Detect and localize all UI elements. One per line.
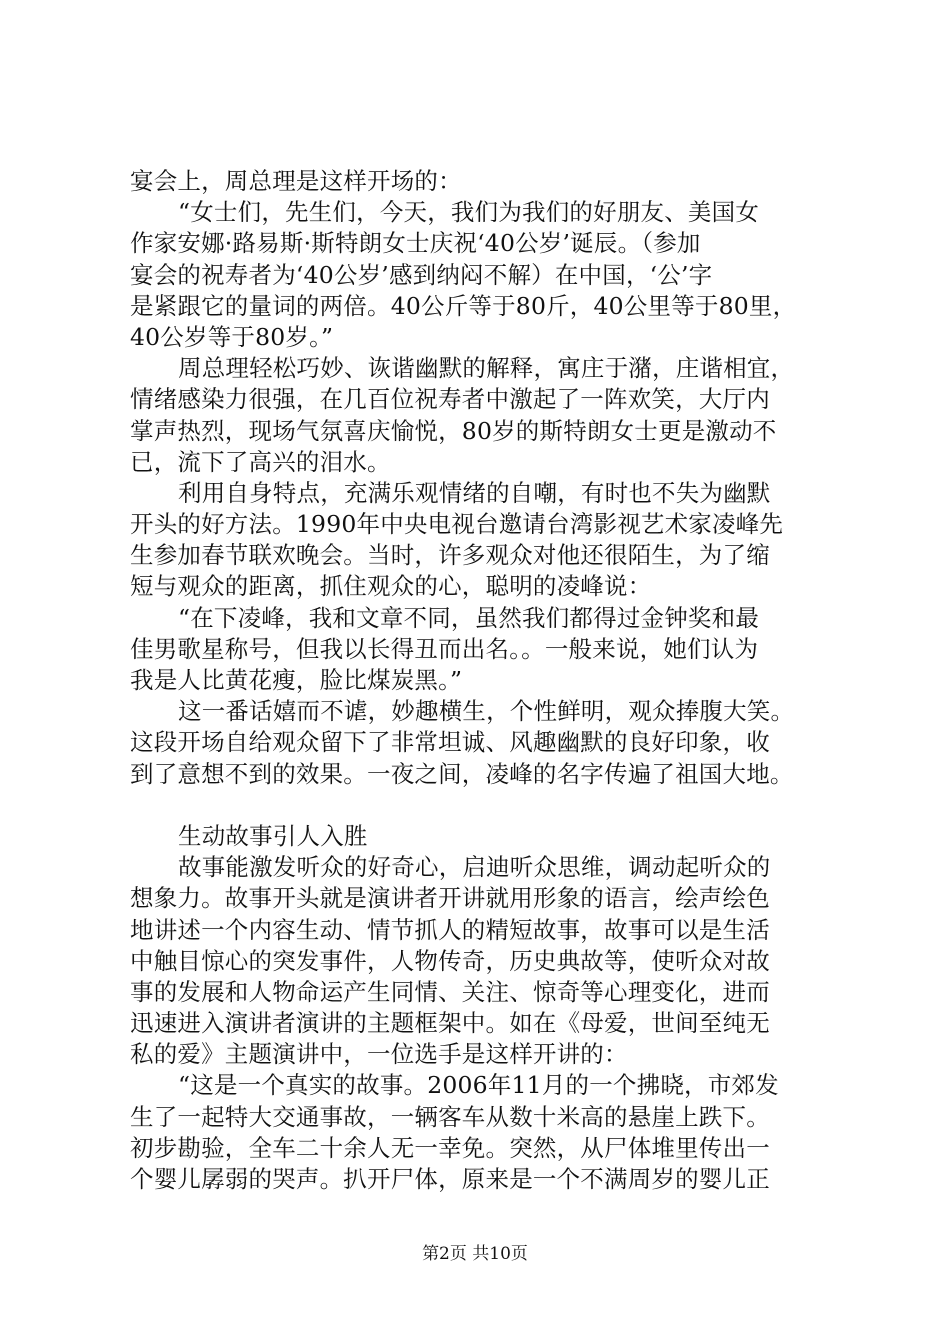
text-line: 情绪感染力很强，在几百位祝寿者中激起了一阵欢笑，大厅内 <box>130 385 770 414</box>
text-line: 这段开场自给观众留下了非常坦诚、风趣幽默的良好印象，收 <box>130 728 770 757</box>
text-line: 是紧跟它的量词的两倍。40公斤等于80斤，40公里等于80里， <box>130 291 797 320</box>
text-line: “在下凌峰，我和文章不同，虽然我们都得过金钟奖和最 <box>178 603 760 632</box>
text-line: 想象力。故事开头就是演讲者开讲就用形象的语言，绘声绘色 <box>130 884 770 913</box>
text-line: 宴会的祝寿者为‘40公岁’感到纳闷不解）在中国，‘公’字 <box>130 260 713 289</box>
text-line: 个婴儿孱弱的哭声。扒开尸体，原来是一个不满周岁的婴儿正 <box>130 1165 770 1193</box>
text-line: 已，流下了高兴的泪水。 <box>130 447 391 476</box>
text-line: 我是人比黄花瘦，脸比煤炭黑。” <box>130 666 463 694</box>
text-line: 开头的好方法。1990年中央电视台邀请台湾影视艺术家凌峰先 <box>130 510 784 539</box>
text-line: 周总理轻松巧妙、诙谐幽默的解释，寓庄于潴，庄谐相宜， <box>178 354 795 383</box>
text-line: 地讲述一个内容生动、情节抓人的精短故事，故事可以是生活 <box>130 915 770 944</box>
text-line: 生参加春节联欢晚会。当时，许多观众对他还很陌生，为了缩 <box>130 541 770 570</box>
page-footer: 第2页 共10页 <box>422 1244 528 1264</box>
text-line: 佳男歌星称号，但我以长得丑而出名。。一般来说，她们认为 <box>130 634 759 663</box>
text-line: 短与观众的距离，抓住观众的心，聪明的凌峰说： <box>130 572 652 601</box>
text-line: 私的爱》主题演讲中，一位选手是这样开讲的： <box>130 1040 628 1069</box>
text-line: 中触目惊心的突发事件，人物传奇，历史典故等，使听众对故 <box>130 946 770 975</box>
text-line: 迅速进入演讲者演讲的主题框架中。如在《母爱，世间至纯无 <box>130 1009 770 1038</box>
text-line: 到了意想不到的效果。一夜之间，凌峰的名字传遍了祖国大地。 <box>130 759 794 788</box>
section-heading: 生动故事引人入胜 <box>178 821 368 850</box>
text-line: 生了一起特大交通事故，一辆客车从数十米高的悬崖上跌下。 <box>130 1102 770 1131</box>
text-line: 掌声热烈，现场气氛喜庆愉悦，80岁的斯特朗女士更是激动不 <box>130 416 777 445</box>
text-line: 作家安娜·路易斯·斯特朗女士庆祝‘40公岁’诞辰。（参加 <box>130 229 701 258</box>
blank-line <box>130 790 840 821</box>
document-body <box>130 166 840 1195</box>
text-line: “女士们，先生们，今天，我们为我们的好朋友、美国女 <box>178 198 760 227</box>
text-line: 初步勘验，全车二十余人无一幸免。突然，从尸体堆里传出一 <box>130 1133 770 1162</box>
text-line: 40公岁等于80岁。” <box>130 322 334 351</box>
text-line: “这是一个真实的故事。2006年11月的一个拂晓，市郊发 <box>178 1071 779 1100</box>
text-line: 故事能激发听众的好奇心，启迪听众思维，调动起听众的 <box>178 853 771 882</box>
text-line: 宴会上，周总理是这样开场的： <box>130 167 462 195</box>
text-line: 这一番话嬉而不谑，妙趣横生，个性鲜明，观众捧腹大笑。 <box>178 697 795 726</box>
text-line: 事的发展和人物命运产生同情、关注、惊奇等心理变化，进而 <box>130 977 770 1006</box>
text-line: 利用自身特点，充满乐观情绪的自嘲，有时也不失为幽默 <box>178 478 771 507</box>
